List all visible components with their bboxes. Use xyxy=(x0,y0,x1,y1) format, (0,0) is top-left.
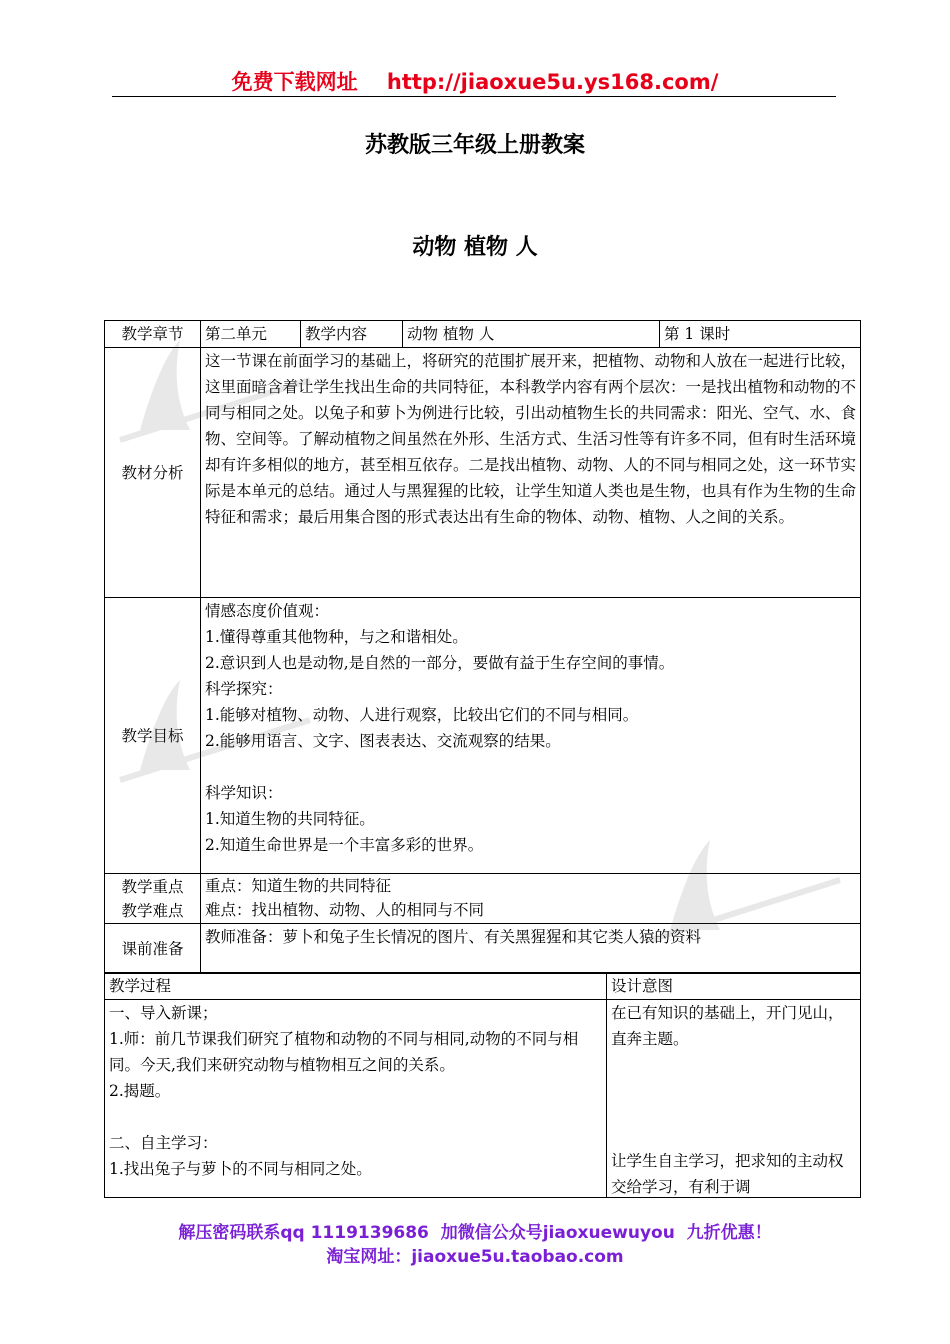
process-line: 二、自主学习： xyxy=(109,1134,218,1152)
goals-line: 2.知道生命世界是一个丰富多彩的世界。 xyxy=(205,836,484,854)
document-title: 苏教版三年级上册教案 xyxy=(364,133,585,158)
footer-text: 加微信公众号 xyxy=(440,1223,543,1243)
footer-text: 九折优惠！ xyxy=(686,1223,772,1243)
footer-contact xyxy=(0,1218,950,1243)
footer-taobao[interactable] xyxy=(0,1242,950,1267)
content-value: 动物 植物 人 xyxy=(403,321,660,348)
chapter-label: 教学章节 xyxy=(105,321,201,348)
goals-text xyxy=(201,598,861,874)
goals-line: 2.能够用语言、文字、图表表达、交流观察的结果。 xyxy=(205,732,561,750)
intent-text: 在已有知识的基础上，开门见山，直奔主题。 xyxy=(611,1004,844,1048)
intent-body xyxy=(607,1000,861,1198)
process-line: 1.找出兔子与萝卜的不同与相同之处。 xyxy=(109,1160,372,1178)
footer-taobao-url[interactable]: jiaoxue5u.taobao.com xyxy=(411,1247,624,1267)
process-body xyxy=(105,1000,607,1198)
goals-line: 1.能够对植物、动物、人进行观察，比较出它们的不同与相同。 xyxy=(205,706,639,724)
process-line: 1.师：前几节课我们研究了植物和动物的不同与相同,动物的不同与相同。今天,我们来研究动物与植物相互之间的关系。 xyxy=(109,1030,579,1074)
content-label: 教学内容 xyxy=(301,321,403,348)
goals-label: 教学目标 xyxy=(105,598,201,874)
footer-qq: qq 1119139686 xyxy=(280,1223,429,1243)
header-label: 免费下载网址 xyxy=(231,70,358,94)
chapter-value: 第二单元 xyxy=(201,321,301,348)
intent-text: 让学生自主学习，把求知的主动权交给学习，有利于调 xyxy=(611,1152,844,1196)
analysis-label: 教材分析 xyxy=(105,348,201,598)
analysis-text: 这一节课在前面学习的基础上，将研究的范围扩展开来，把植物、动物和人放在一起进行比较，这里面暗含着让学生找出生命的共同特征，本科教学内容有两个层次：一是找出植物和动物的不同与相同之处。以兔子和萝卜为例进行比较，引出动植物生长的共同需求：阳光、空气、水、食物、空间等。了解动植物之间虽然在外形、生活方式、生活习性等有许多不同，但有时生活环境却有许多相似的地方，甚至相互依存。二是找出植物、动物、人的不同与相同之处，这一环节实际是本单元的总结。通过人与黑猩猩的比较，让学生知道人类也是生物，也具有作为生物的生命特征和需求；最后用集合图的形式表达出有生命的物体、动物、植物、人之间的关系。 xyxy=(201,348,861,598)
process-line: 一、导入新课； xyxy=(109,1004,218,1022)
footer-taobao-label: 淘宝网址： xyxy=(326,1247,412,1267)
header-divider xyxy=(112,96,836,97)
process-header: 教学过程 xyxy=(105,973,607,1000)
difficult-label: 教学难点 xyxy=(121,901,184,920)
key-labels xyxy=(105,874,201,924)
spacer xyxy=(109,1104,602,1130)
goals-line: 情感态度价值观： xyxy=(205,602,330,620)
goals-line: 2.意识到人也是动物,是自然的一部分，要做有益于生存空间的事情。 xyxy=(205,654,675,672)
process-line: 2.揭题。 xyxy=(109,1082,171,1100)
key-point: 重点：知道生物的共同特征 xyxy=(205,877,392,895)
footer-text: 解压密码联系 xyxy=(178,1223,281,1243)
key-label: 教学重点 xyxy=(121,877,184,896)
goals-line: 科学探究： xyxy=(205,680,283,698)
process-table xyxy=(104,972,861,1198)
prep-text: 教师准备：萝卜和兔子生长情况的图片、有关黑猩猩和其它类人猿的资料 xyxy=(201,924,861,974)
header-link[interactable] xyxy=(0,66,950,96)
lesson-info-table xyxy=(104,320,861,974)
intent-header: 设计意图 xyxy=(607,973,861,1000)
goals-line: 科学知识： xyxy=(205,784,283,802)
prep-label: 课前准备 xyxy=(105,924,201,974)
footer-wechat: jiaoxuewuyou xyxy=(542,1223,675,1243)
header-url[interactable]: http://jiaoxue5u.ys168.com/ xyxy=(386,70,719,94)
goals-line: 1.知道生物的共同特征。 xyxy=(205,810,375,828)
period-value: 第 1 课时 xyxy=(660,321,861,348)
key-points xyxy=(201,874,861,924)
goals-line xyxy=(205,754,856,780)
lesson-title: 动物 植物 人 xyxy=(412,235,538,260)
goals-line: 1.懂得尊重其他物种，与之和谐相处。 xyxy=(205,628,468,646)
difficult-point: 难点：找出植物、动物、人的相同与不同 xyxy=(205,901,485,919)
